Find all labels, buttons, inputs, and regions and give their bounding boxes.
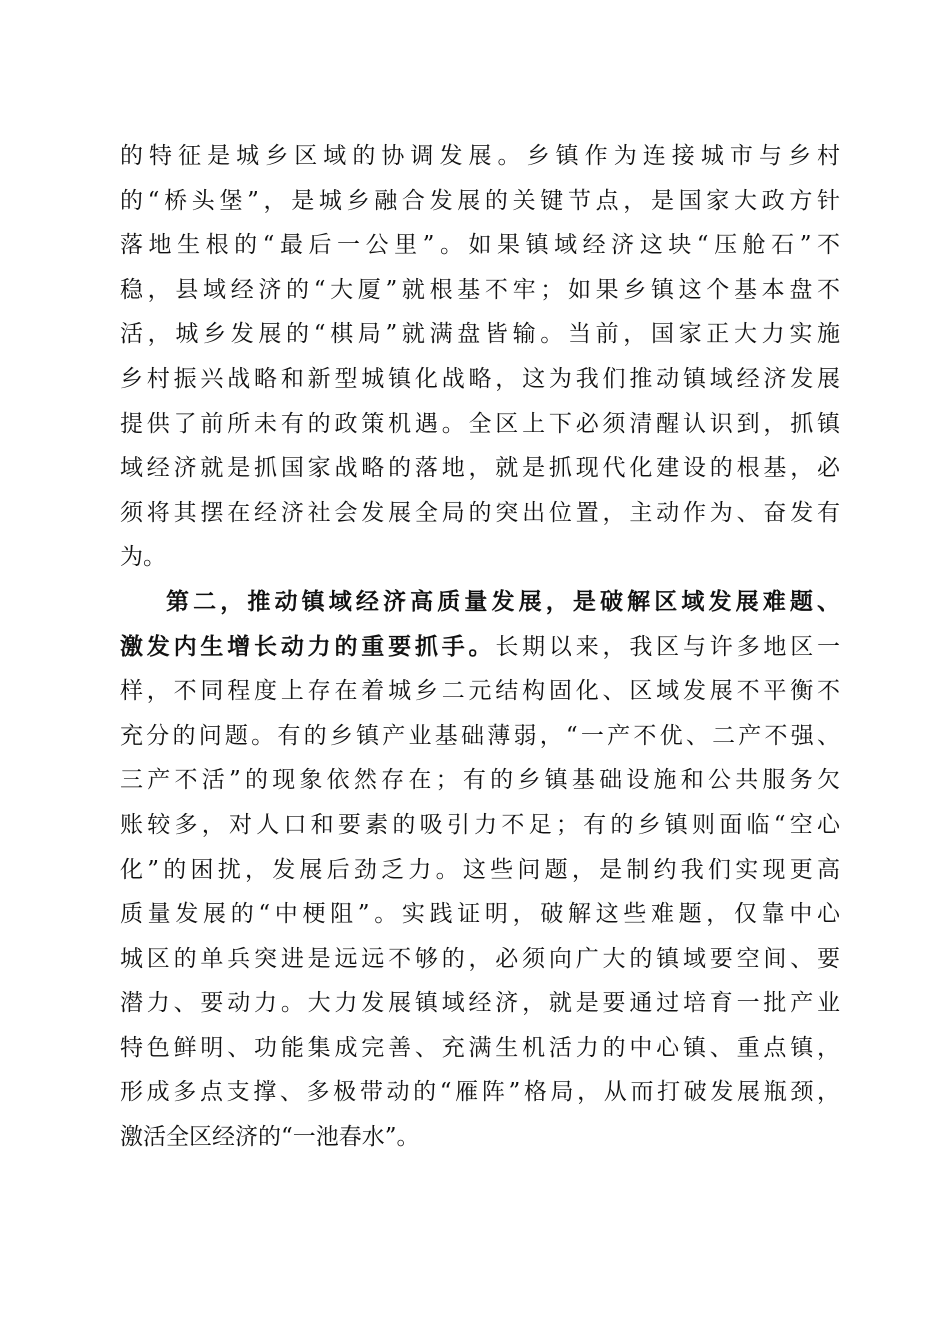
text-line: 乡村振兴战略和新型城镇化战略，这为我们推动镇域经济发展 (120, 365, 840, 392)
paragraph-2-heading-end: 激发内生增长动力的重要抓手。 (120, 632, 496, 660)
text-line: 城区的单兵突进是远远不够的，必须向广大的镇域要空间、要 (120, 945, 840, 972)
text-line: 落地生根的“最后一公里”。如果镇域经济这块“压舱石”不 (120, 232, 840, 259)
text-line: 化”的困扰，发展后劲乏力。这些问题，是制约我们实现更高 (120, 856, 840, 883)
paragraph-2-heading-line: 第二，推动镇域经济高质量发展，是破解区域发展难题、 (166, 587, 840, 615)
text-line (120, 625, 840, 670)
text-line: 账较多，对人口和要素的吸引力不足；有的乡镇则面临“空心 (120, 811, 840, 838)
body-text (120, 134, 840, 1160)
text-line: 样，不同程度上存在着城乡二元结构固化、区域发展不平衡不 (120, 678, 840, 705)
text-line: 须将其摆在经济社会发展全局的突出位置，主动作为、奋发有 (120, 499, 840, 526)
paragraph-2 (120, 580, 840, 1160)
text-line: 特色鲜明、功能集成完善、充满生机活力的中心镇、重点镇， (120, 1034, 840, 1061)
text-line: 三产不活”的现象依然存在；有的乡镇基础设施和公共服务欠 (120, 767, 840, 794)
text-line: 为。 (120, 544, 166, 571)
text-line: 的特征是城乡区域的协调发展。乡镇作为连接城市与乡村 (120, 143, 840, 169)
text-line: 域经济就是抓国家战略的落地，就是抓现代化建设的根基，必 (120, 455, 840, 482)
paragraph-2-text-start: 长期以来，我区与许多地区一 (495, 633, 840, 660)
text-line: 活，城乡发展的“棋局”就满盘皆输。当前，国家正大力实施 (120, 321, 840, 348)
text-line: 稳，县域经济的“大厦”就根基不牢；如果乡镇这个基本盘不 (120, 276, 840, 303)
text-line: 的“桥头堡”，是城乡融合发展的关键节点，是国家大政方针 (120, 187, 840, 214)
text-line: 质量发展的“中梗阻”。实践证明，破解这些难题，仅靠中心 (120, 901, 840, 928)
text-line: 提供了前所未有的政策机遇。全区上下必须清醒认识到，抓镇 (120, 410, 840, 437)
text-line: 形成多点支撑、多极带动的“雁阵”格局，从而打破发展瓶颈， (120, 1079, 840, 1106)
text-line: 潜力、要动力。大力发展镇域经济，就是要通过培育一批产业 (120, 990, 840, 1017)
text-line: 激活全区经济的“一池春水”。 (120, 1124, 420, 1151)
text-line: 充分的问题。有的乡镇产业基础薄弱，“一产不优、二产不强、 (120, 722, 840, 749)
paragraph-1 (120, 134, 840, 580)
